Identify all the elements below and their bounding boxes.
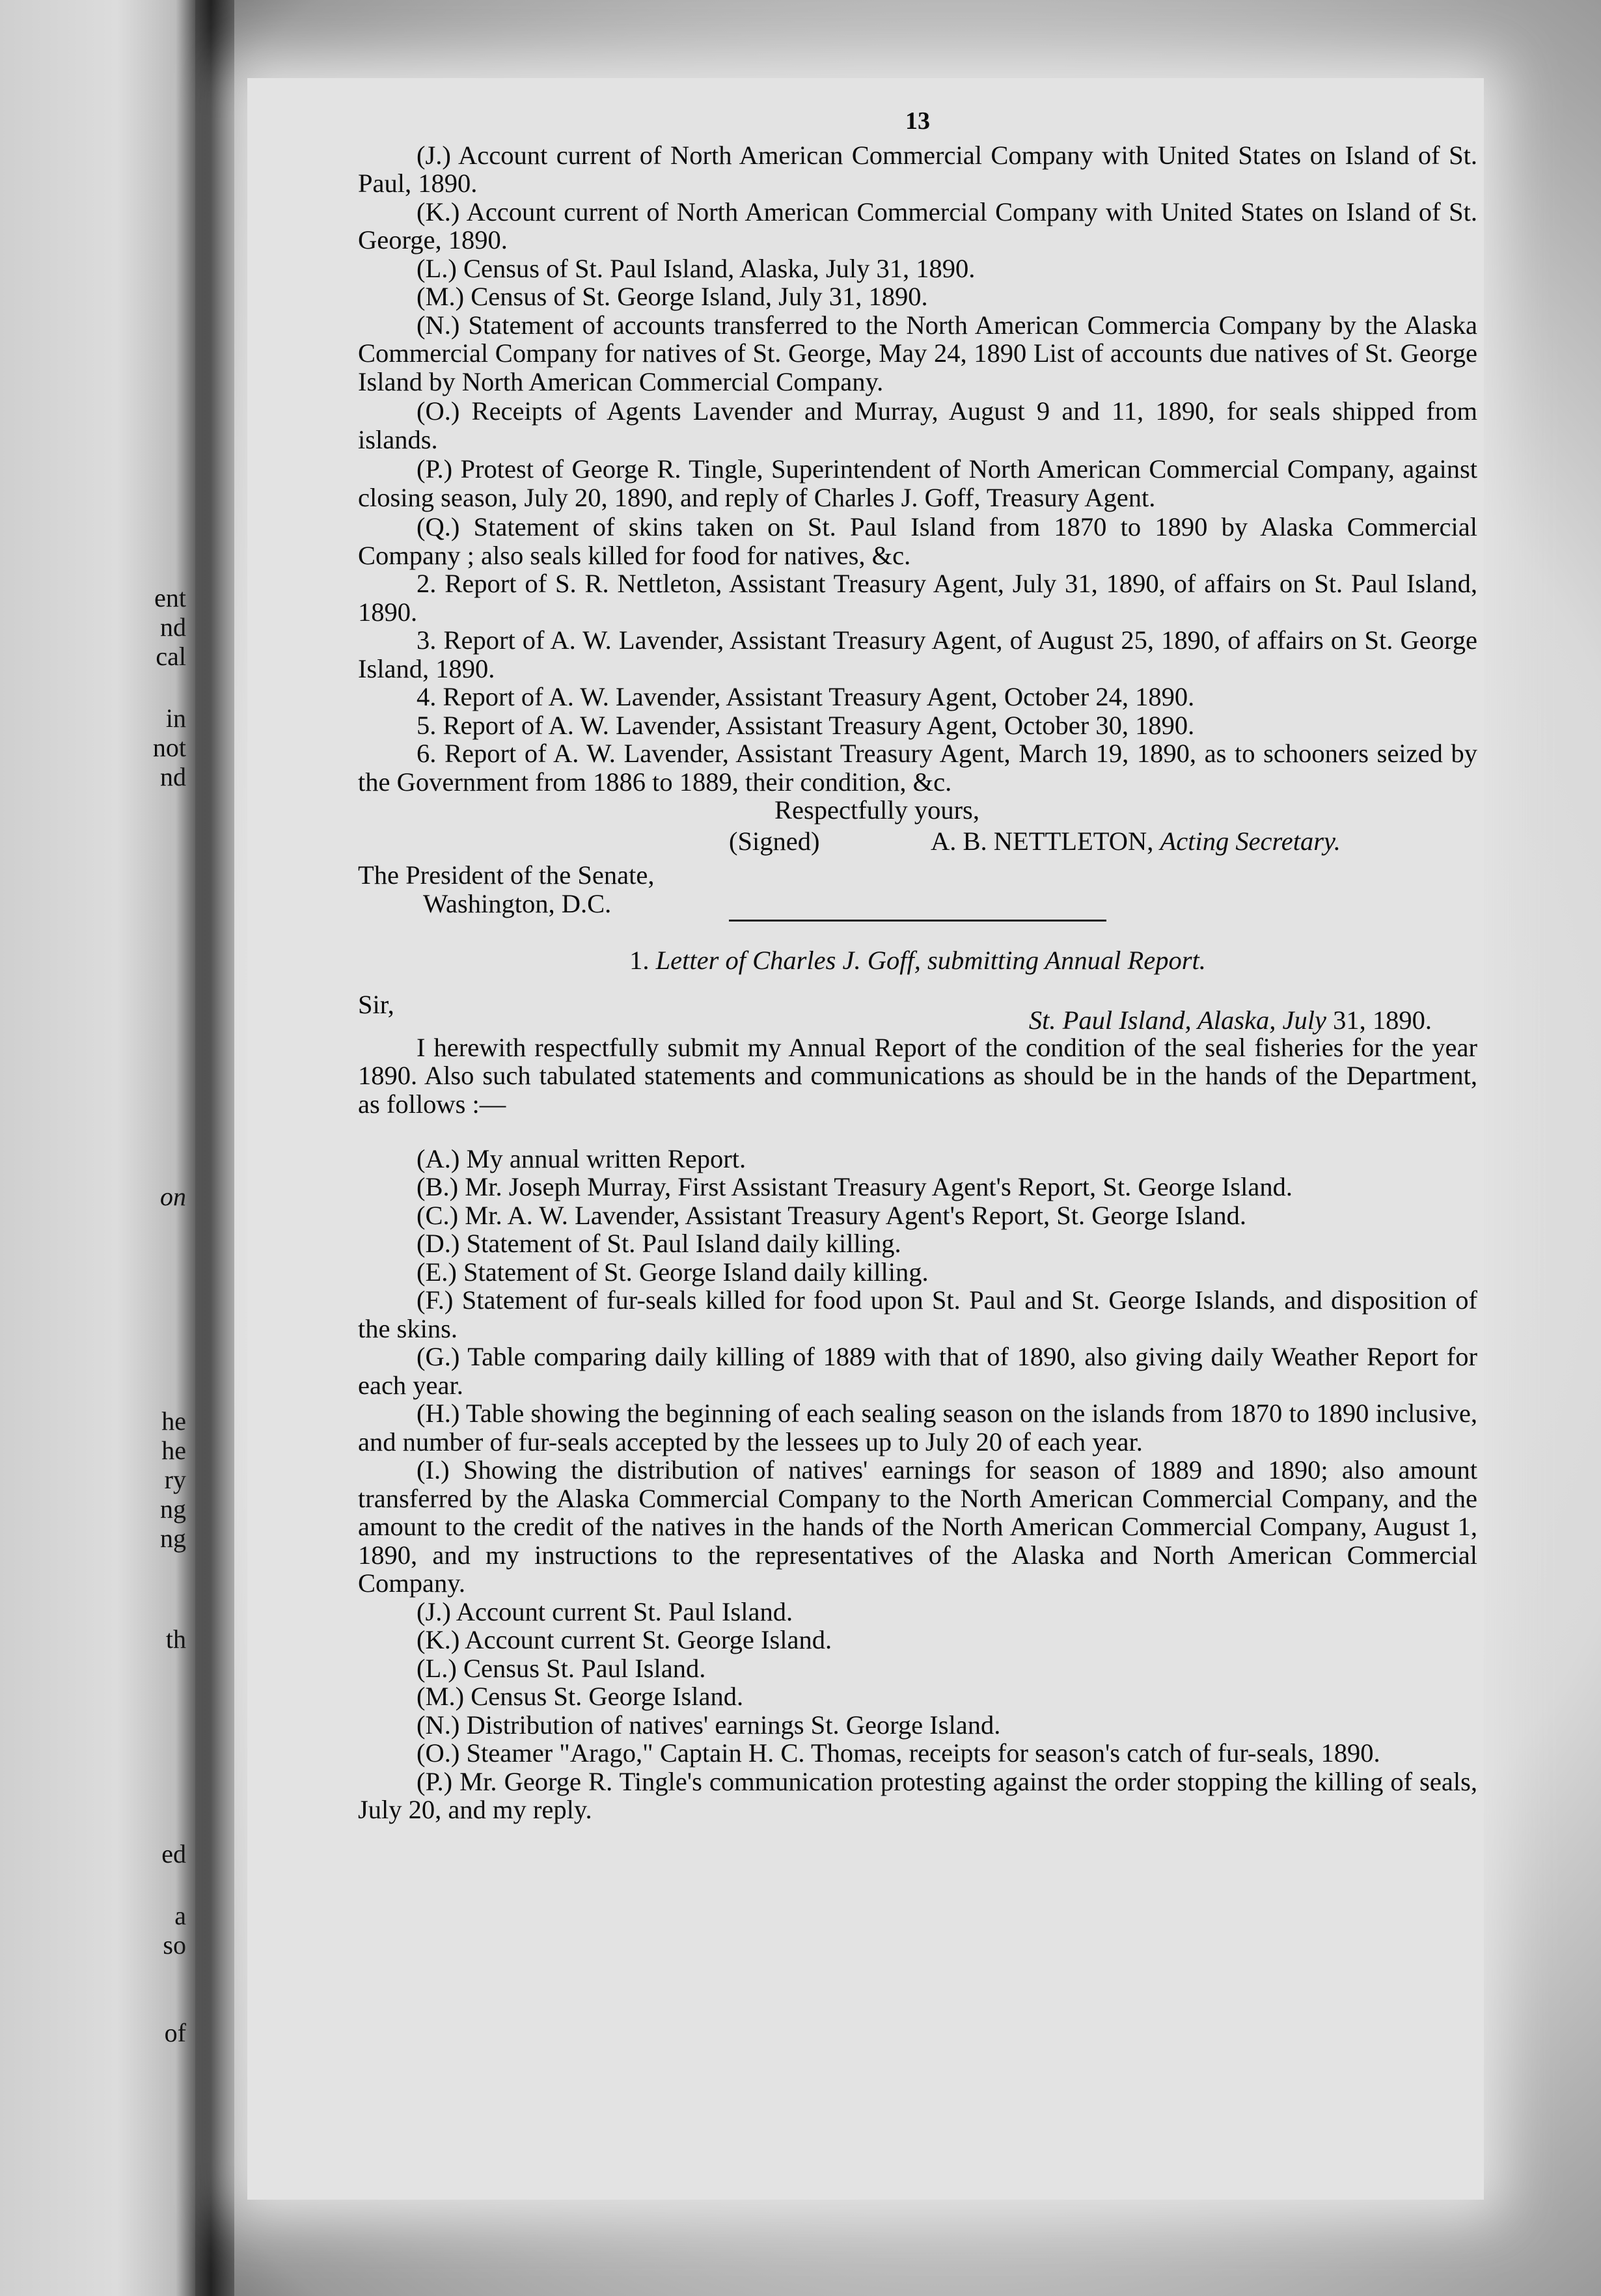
list-item: (O.) Receipts of Agents Lavender and Murray, August 9 and 11, 1890, for seals shipped from islands. [358,396,1477,454]
facing-fragment: ng [160,1494,186,1524]
dateline-place: St. Paul Island, Alaska, July [1028,1005,1326,1035]
signature [931,827,1341,856]
facing-fragment: ry [164,1465,186,1494]
book-gutter [195,0,234,2296]
salutation: Sir, [358,989,394,1019]
enclosure-item: (O.) Steamer "Arago," Captain H. C. Thomas, receipts for season's catch of fur-seals, 1890. [417,1738,1380,1768]
section-divider [729,920,1106,922]
salutation-row [358,989,1477,1035]
page-number: 13 [905,107,930,135]
letter-closing [358,795,1477,918]
enclosure-item: (J.) Account current St. Paul Island. [417,1596,793,1626]
enclosure-list-continued [358,141,1477,797]
enclosure-item: (H.) Table showing the beginning of each sealing season on the islands from 1870 to 1890 inclusive, and number of fur-seals accepted by the lessees up to July 20 of each year. [358,1399,1477,1456]
addressee-line: The President of the Senate, [358,860,655,890]
page-text [358,107,1477,1824]
facing-fragment: ng [160,1524,186,1553]
signer-name: A. B. NETTLETON, [931,827,1154,856]
facing-fragment: a [174,1901,186,1930]
facing-fragment: in [165,704,186,733]
list-item: 3. Report of A. W. Lavender, Assistant Treasury Agent, of August 25, 1890, of affairs on St. George Island, 1890. [358,625,1477,683]
section-heading [358,946,1477,975]
enclosure-item: (F.) Statement of fur-seals killed for food upon St. Paul and St. George Islands, and disposition of the skins. [358,1285,1477,1343]
complimentary-close: Respectfully yours, [774,795,979,825]
enclosure-item: (E.) Statement of St. George Island daily killing. [417,1257,929,1287]
addressee [358,861,655,918]
facing-fragment: th [165,1624,186,1654]
facing-fragment: nd [160,762,186,791]
list-item: 6. Report of A. W. Lavender, Assistant Treasury Agent, March 19, 1890, as to schooners seized by the Government from 1886 to 1889, their condition, &c. [358,739,1477,797]
section-number: 1. [629,946,650,975]
facing-fragment: ed [161,1839,186,1868]
list-item: (L.) Census of St. Paul Island, Alaska, July 31, 1890. [417,253,976,283]
facing-fragment: not [152,733,186,762]
signer-title: Acting Secretary. [1160,827,1341,856]
dateline [1029,1006,1432,1035]
enclosure-item: (I.) Showing the distribution of natives' earnings for season of 1889 and 1890; also amount transferred by the Alaska Commercial Company to the North American Commercial Company, and the amount to the credit of the natives in the hands of the North American Commercial Company, August 1, 1890, and my instructions to the representatives of the Alaska and North American Commercial Company. [358,1455,1477,1598]
list-item: 2. Report of S. R. Nettleton, Assistant Treasury Agent, July 31, 1890, of affairs on St. Paul Island, 1890. [358,569,1477,627]
facing-page-fragments [0,0,195,2296]
list-item: (M.) Census of St. George Island, July 31, 1890. [417,282,928,311]
enclosure-item: (N.) Distribution of natives' earnings St. George Island. [417,1710,1001,1740]
list-item: 5. Report of A. W. Lavender, Assistant Treasury Agent, October 30, 1890. [417,710,1195,740]
facing-fragment: so [163,1930,186,1960]
list-item: (J.) Account current of North American Commercial Company with United States on Island of St. Paul, 1890. [358,140,1477,198]
enclosure-item: (M.) Census St. George Island. [417,1682,744,1711]
list-item: (P.) Protest of George R. Tingle, Superintendent of North American Commercial Company, against closing season, July 20, 1890, and reply of Charles J. Goff, Treasury Agent. [358,454,1477,512]
list-item: (Q.) Statement of skins taken on St. Paul Island from 1870 to 1890 by Alaska Commercial Company ; also seals killed for food for natives, &c. [358,512,1477,570]
document-page [247,78,1484,2200]
facing-fragment: nd [160,612,186,642]
facing-fragment: he [161,1436,186,1465]
enclosure-item: (K.) Account current St. George Island. [417,1625,832,1654]
facing-fragment: ent [154,583,186,612]
facing-fragment: he [161,1406,186,1436]
enclosure-list [358,1145,1477,1824]
facing-fragment: on [160,1182,186,1211]
facing-fragment: cal [156,642,186,671]
signed-label: (Signed) [729,827,820,856]
addressee-line: Washington, D.C. [423,888,612,918]
letter-body: I herewith respectfully submit my Annual Report of the condition of the seal fisheries for the year 1890. Also such tabulated statements and communications as should be in the hands of the Department, as follows :— [358,1032,1477,1119]
list-item: (K.) Account current of North American Commercial Company with United States on Island of St. George, 1890. [358,197,1477,254]
enclosure-item: (B.) Mr. Joseph Murray, First Assistant Treasury Agent's Report, St. George Island. [417,1172,1293,1201]
enclosure-item: (C.) Mr. A. W. Lavender, Assistant Treasury Agent's Report, St. George Island. [417,1200,1246,1230]
enclosure-item: (A.) My annual written Report. [417,1143,746,1173]
list-item: 4. Report of A. W. Lavender, Assistant Treasury Agent, October 24, 1890. [417,682,1195,711]
list-item: (N.) Statement of accounts transferred to the North American Commercia Company by the Alaska Commercial Company for natives of St. George, May 24, 1890 List of accounts due natives of St. George Island by North American Commercial Company. [358,310,1477,396]
enclosure-item: (D.) Statement of St. Paul Island daily killing. [417,1229,901,1258]
section-title: Letter of Charles J. Goff, submitting Annual Report. [655,946,1206,975]
facing-fragment: of [164,2018,186,2047]
enclosure-item: (G.) Table comparing daily killing of 1889 with that of 1890, also giving daily Weather Report for each year. [358,1342,1477,1400]
enclosure-item: (P.) Mr. George R. Tingle's communication protesting against the order stopping the killing of seals, July 20, and my reply. [358,1766,1477,1824]
dateline-date: 31, 1890. [1333,1005,1432,1035]
enclosure-item: (L.) Census St. Paul Island. [417,1653,706,1683]
